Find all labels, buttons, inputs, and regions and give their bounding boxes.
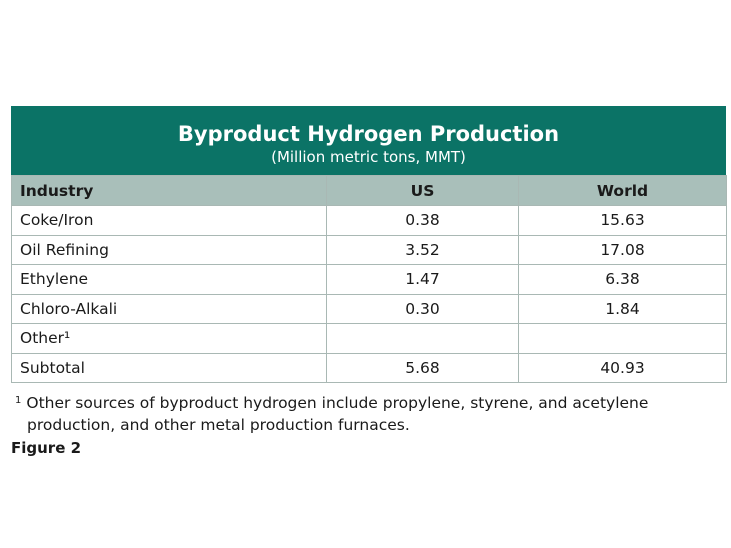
figure-caption: Figure 2 [11,439,82,457]
cell-us: 5.68 [327,353,519,383]
footnote-marker: 1 [15,395,22,406]
column-header-us: US [327,176,519,206]
cell-world [519,324,727,354]
cell-industry: Other¹ [12,324,327,354]
footnote-line-1: Other sources of byproduct hydrogen include propylene, styrene, and acetylene [26,394,649,412]
table-title: Byproduct Hydrogen Production [177,122,560,146]
cell-industry: Oil Refining [12,235,327,265]
cell-us: 0.38 [327,206,519,236]
table-title-block [11,106,726,175]
cell-industry: Chloro-Alkali [12,294,327,324]
cell-world: 6.38 [519,265,727,295]
footnote [11,390,726,436]
cell-world: 1.84 [519,294,727,324]
cell-world: 40.93 [519,353,727,383]
cell-us: 0.30 [327,294,519,324]
figure [11,106,726,457]
cell-us: 3.52 [327,235,519,265]
cell-us [327,324,519,354]
cell-world: 15.63 [519,206,727,236]
column-header-industry: Industry [12,176,327,206]
table-row [12,206,727,236]
table-row [12,294,727,324]
table-row [12,324,727,354]
table-subtitle: (Million metric tons, MMT) [271,148,466,166]
cell-industry: Subtotal [12,353,327,383]
cell-world: 17.08 [519,235,727,265]
cell-industry: Ethylene [12,265,327,295]
column-header-world: World [519,176,727,206]
table-row [12,235,727,265]
table-row [12,265,727,295]
header-row [12,176,727,206]
data-table [11,175,727,383]
cell-industry: Coke/Iron [12,206,327,236]
footnote-line-2: production, and other metal production furnaces. [27,416,410,434]
table-row-subtotal [12,353,727,383]
cell-us: 1.47 [327,265,519,295]
